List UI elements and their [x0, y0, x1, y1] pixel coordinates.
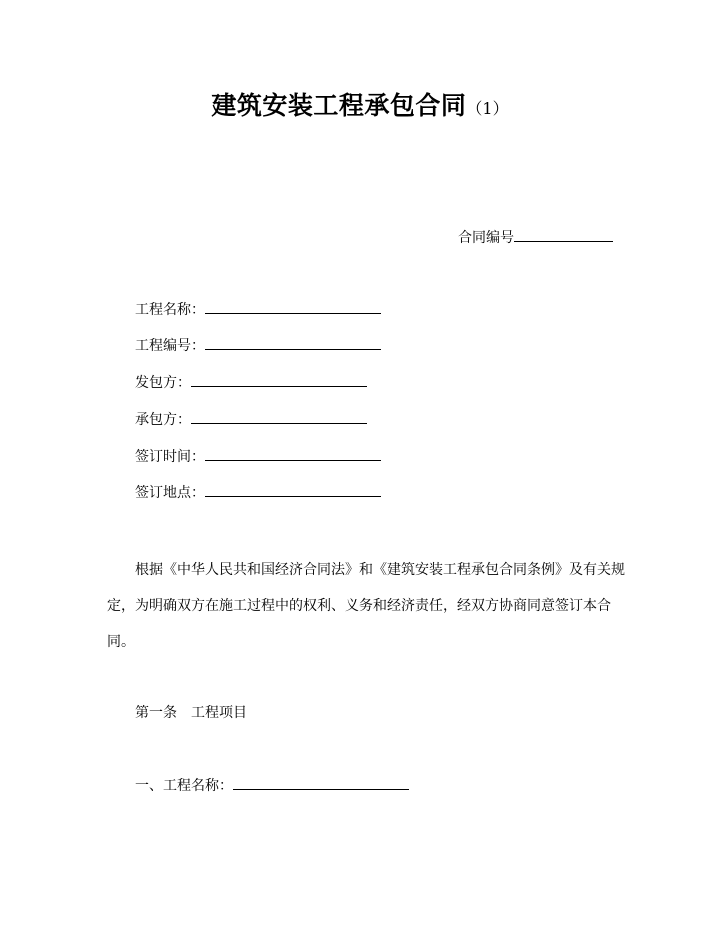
field-signing-time [135, 445, 381, 466]
article-number: 第一条 [135, 705, 177, 721]
field-label: 签订时间： [135, 449, 205, 465]
contract-number-line [458, 226, 613, 247]
field-label: 发包方： [135, 375, 191, 391]
field-project-number [135, 334, 381, 355]
article-title: 工程项目 [191, 705, 247, 721]
field-blank [191, 408, 367, 424]
preamble-paragraph: 根据《中华人民共和国经济合同法》和《建筑安装工程承包合同条例》及有关规定，为明确双方在施工过程中的权利、义务和经济责任，经双方协商同意签订本合同。 [107, 562, 625, 650]
title-suffix: （1） [466, 99, 509, 118]
item-blank [233, 774, 409, 790]
item-project-name [135, 774, 409, 795]
field-blank [205, 481, 381, 497]
field-project-name [135, 298, 381, 319]
field-contractor [135, 408, 367, 429]
document-title [0, 86, 720, 122]
field-employer [135, 371, 367, 392]
contract-number-label: 合同编号 [458, 230, 514, 246]
field-blank [191, 371, 367, 387]
field-blank [205, 334, 381, 350]
field-blank [205, 445, 381, 461]
article-heading [135, 702, 247, 722]
title-main: 建筑安装工程承包合同 [211, 91, 467, 120]
field-blank [205, 298, 381, 314]
field-label: 承包方： [135, 412, 191, 428]
field-label: 工程编号： [135, 338, 205, 354]
item-label: 一、工程名称： [135, 778, 233, 794]
field-label: 工程名称： [135, 302, 205, 318]
field-label: 签订地点： [135, 485, 205, 501]
field-signing-place [135, 481, 381, 502]
contract-number-blank [514, 226, 613, 242]
